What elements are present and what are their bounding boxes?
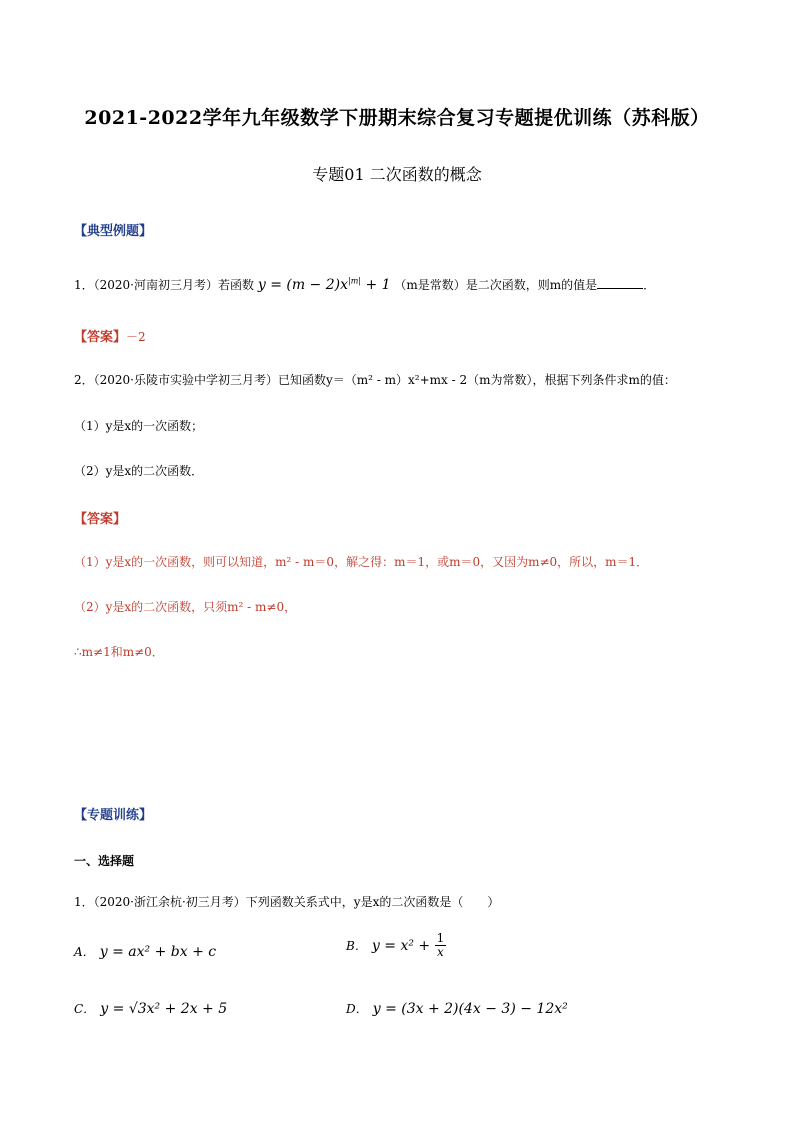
- training-heading: 【专题训练】: [74, 808, 153, 823]
- option-c: C． y = √3x² + 2x + 5: [74, 1001, 228, 1017]
- question-number: 1．: [74, 278, 94, 292]
- question-2-part-2: （2）y是x的二次函数．: [74, 464, 204, 478]
- training-question-1: 1．（2020·浙江余杭·初三月考）下列函数关系式中，y是x的二次函数是（ ）: [74, 895, 500, 909]
- question-condition: （m是常数）是二次函数，则m的值是: [394, 278, 598, 292]
- answer-label: 【答案】: [74, 330, 127, 345]
- answer-value: －2: [126, 330, 146, 344]
- topic-subtitle: 专题01 二次函数的概念: [312, 165, 482, 184]
- section-heading: 一、选择题: [74, 854, 135, 868]
- document-title: 2021-2022学年九年级数学下册期末综合复习专题提优训练（苏科版）: [84, 107, 710, 129]
- question-source: （2020·河南初三月考）若函数: [93, 278, 254, 292]
- examples-heading: 【典型例题】: [74, 224, 153, 239]
- answer-2-line-2: （2）y是x的二次函数，只须m² - m≠0，: [74, 600, 297, 614]
- example-question-2: 2．（2020·乐陵市实验中学初三月考）已知函数y＝（m² - m）x²+mx - 2（m为常数），根据下列条件求m的值：: [74, 373, 676, 387]
- answer-label-2: 【答案】: [74, 512, 127, 527]
- example-question-1: 1．（2020·河南初三月考）若函数 $y = (m - 2)x^{|m|} + 1$ （m是常数）是二次函数，则m的值是 ．: [74, 276, 656, 293]
- example-answer-1: [74, 326, 146, 345]
- option-d: D． y = (3x + 2)(4x − 3) − 12x²: [346, 1001, 568, 1017]
- answer-2-line-3: ∴m≠1和m≠0．: [74, 645, 164, 659]
- answer-2-line-1: （1）y是x的一次函数，则可以知道，m² - m＝0，解之得：m＝1，或m＝0，又因为m≠0，所以，m＝1．: [74, 555, 649, 569]
- answer-blank: [597, 278, 643, 289]
- option-a: A． y = ax² + bx + c: [74, 944, 217, 960]
- fraction: $\frac{1}{x}$: [436, 931, 445, 959]
- option-b: B． y = x² + $\frac{1}{x}$: [346, 931, 445, 959]
- question-2-part-1: （1）y是x的一次函数；: [74, 419, 204, 433]
- function-formula: $y = (m - 2)x^{|m|} + 1$: [257, 276, 391, 293]
